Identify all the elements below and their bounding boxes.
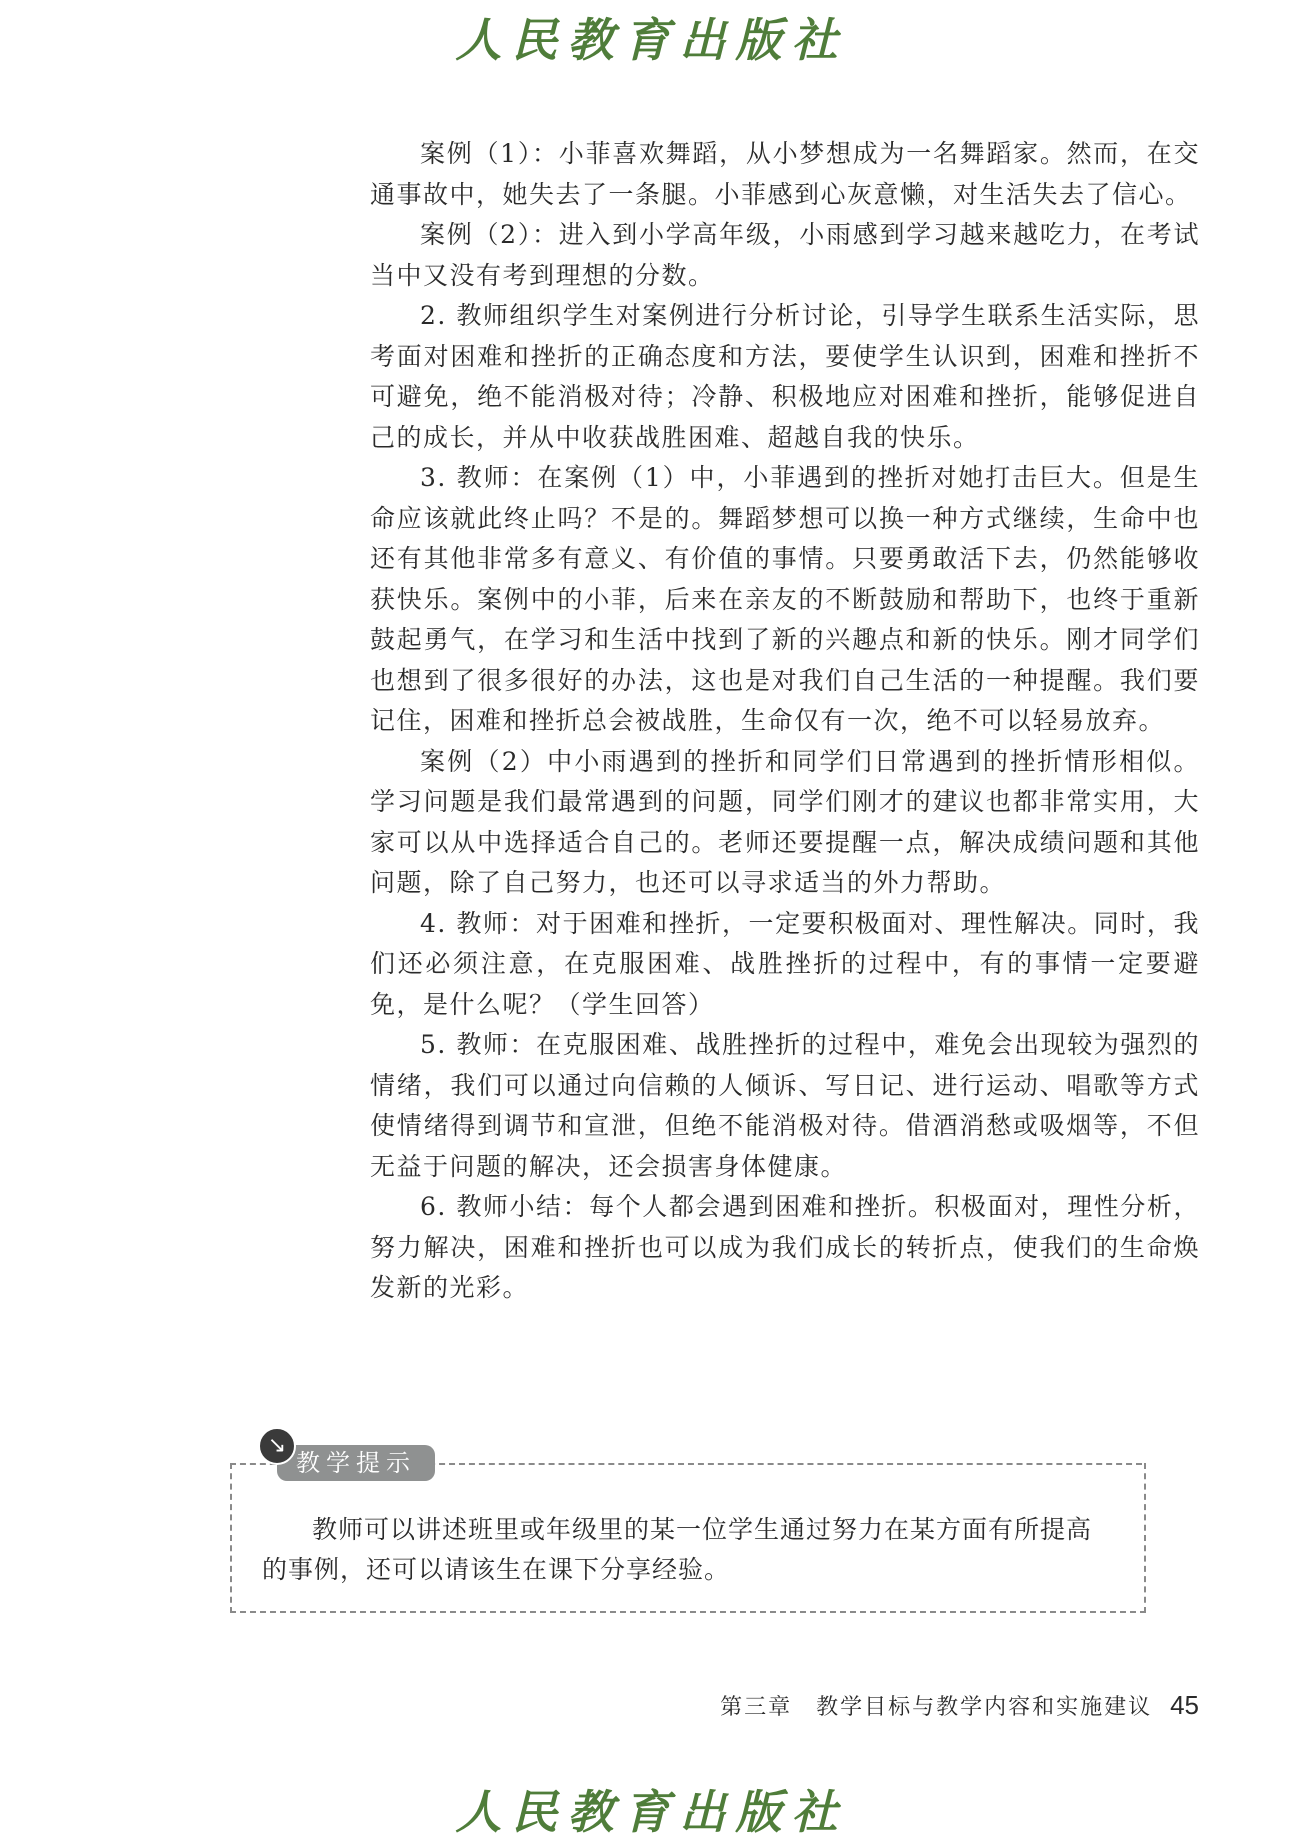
paragraph: 案例（2）中小雨遇到的挫折和同学们日常遇到的挫折情形相似。学习问题是我们最常遇到的问题，同学们刚才的建议也都非常实用，大家可以从中选择适合自己的。老师还要提醒一点，解决成绩问题和其他问题，除了自己努力，也还可以寻求适当的外力帮助。 bbox=[370, 746, 1200, 897]
chapter-title: 第三章 教学目标与教学内容和实施建议 bbox=[720, 1695, 1153, 1720]
publisher-logo-top: 人民教育出版社 bbox=[455, 13, 848, 67]
paragraph: 4. 教师：对于困难和挫折，一定要积极面对、理性解决。同时，我们还必须注意，在克服困难、战胜挫折的过程中，有的事情一定要避免，是什么呢？（学生回答） bbox=[370, 908, 1200, 1019]
paragraph: 6. 教师小结：每个人都会遇到困难和挫折。积极面对，理性分析，努力解决，困难和挫折也可以成为我们成长的转折点，使我们的生命焕发新的光彩。 bbox=[370, 1192, 1200, 1302]
paragraph: 5. 教师：在克服困难、战胜挫折的过程中，难免会出现较为强烈的情绪，我们可以通过向信赖的人倾诉、写日记、进行运动、唱歌等方式使情绪得到调节和宣泄，但绝不能消极对待。借酒消愁或吸烟等，不但无益于问题的解决，还会损害身体健康。 bbox=[370, 1030, 1200, 1181]
paragraph: 案例（2）：进入到小学高年级，小雨感到学习越来越吃力，在考试当中又没有考到理想的分数。 bbox=[370, 220, 1200, 290]
teaching-tip-label: 教学提示 bbox=[277, 1445, 435, 1481]
arrow-down-right-icon: ↘ bbox=[258, 1427, 296, 1465]
page-number: 45 bbox=[1170, 1690, 1199, 1720]
teaching-tip-text bbox=[262, 1510, 1116, 1590]
paragraph: 案例（1）：小菲喜欢舞蹈，从小梦想成为一名舞蹈家。然而，在交通事故中，她失去了一条腿。小菲感到心灰意懒，对生活失去了信心。 bbox=[370, 139, 1200, 209]
tip-paragraph: 教师可以讲述班里或年级里的某一位学生通过努力在某方面有所提高的事例，还可以请该生在课下分享经验。 bbox=[262, 1515, 1093, 1584]
paragraph: 2. 教师组织学生对案例进行分析讨论，引导学生联系生活实际，思考面对困难和挫折的正确态度和方法，要使学生认识到，困难和挫折不可避免，绝不能消极对待；冷静、积极地应对困难和挫折，能够促进自己的成长，并从中收获战胜困难、超越自我的快乐。 bbox=[370, 301, 1200, 452]
paragraph: 3. 教师：在案例（1）中，小菲遇到的挫折对她打击巨大。但是生命应该就此终止吗？不是的。舞蹈梦想可以换一种方式继续，生命中也还有其他非常多有意义、有价值的事情。只要勇敢活下去，仍然能够收获快乐。案例中的小菲，后来在亲友的不断鼓励和帮助下，也终于重新鼓起勇气，在学习和生活中找到了新的兴趣点和新的快乐。刚才同学们也想到了很多很好的办法，这也是对我们自己生活的一种提醒。我们要记住，困难和挫折总会被战胜，生命仅有一次，绝不可以轻易放弃。 bbox=[370, 463, 1200, 735]
page-footer bbox=[720, 1690, 1199, 1721]
main-text bbox=[370, 134, 1200, 1309]
publisher-logo-bottom: 人民教育出版社 bbox=[455, 1785, 848, 1839]
